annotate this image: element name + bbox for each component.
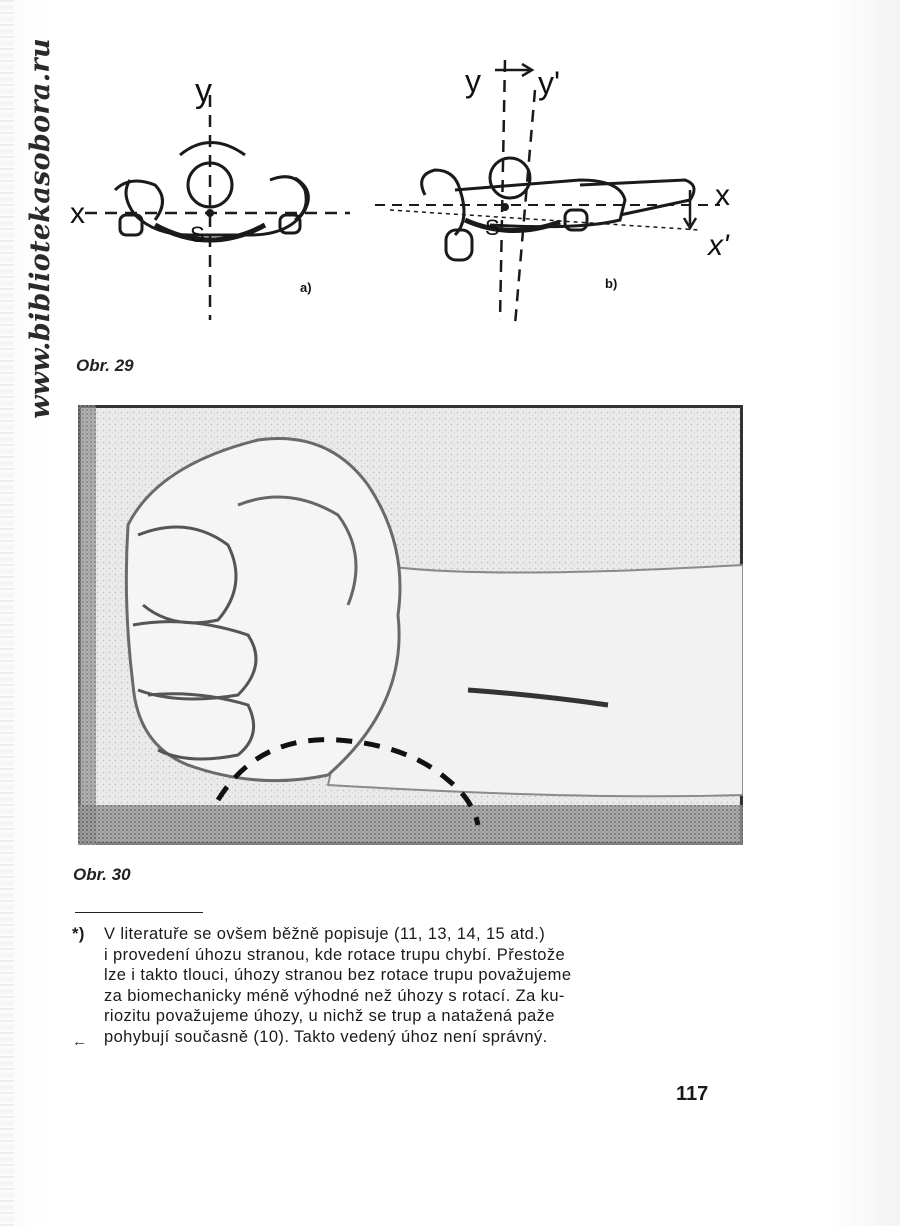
fig29b-s-label: S: [485, 215, 500, 240]
margin-arrow-mark: ←: [72, 1033, 87, 1050]
page-number: 117: [676, 1083, 709, 1105]
watermark: [18, 18, 62, 438]
footnote-line: lze i takto tlouci, úhozy stranou bez rotace trupu považujeme: [104, 966, 572, 984]
figure-30-caption: Obr. 30: [73, 865, 131, 884]
fig29a-y-label: y: [195, 72, 212, 110]
figure-29-diagram: [60, 30, 760, 350]
footnote-line: V literatuře se ovšem běžně popisuje (11, 13, 14, 15 atd.): [104, 925, 546, 943]
fig29a-s-label: S: [190, 222, 205, 247]
footnote-marker: *): [72, 925, 85, 943]
fig29a-x-label: x: [70, 197, 85, 230]
fig29b-y-prime-label: y': [538, 65, 561, 101]
fig29b-x-prime-label: x': [708, 229, 729, 262]
fig29a-panel-label: a): [300, 280, 312, 295]
footnote-line: riozitu považujeme úhozy, u nichž se trup a natažená paže: [104, 1007, 555, 1025]
fig29b-y-label: y: [465, 63, 481, 99]
figure-29-caption: Obr. 29: [76, 356, 134, 375]
fig29b-x-label: x: [715, 179, 730, 212]
fig29b-panel-label: b): [605, 276, 618, 291]
watermark-text: www.bibliotekasobora.ru: [24, 37, 56, 419]
footnote: [74, 924, 764, 1047]
page-binding-edge: [0, 0, 14, 1226]
footnote-line: za biomechanicky méně výhodné než úhozy s rotací. Za ku-: [104, 986, 565, 1005]
footnote-line: i provedení úhozu stranou, kde rotace trupu chybí. Přestože: [104, 945, 566, 964]
footnote-line: pohybují současně (10). Takto vedený úhoz není správný.: [104, 1027, 548, 1046]
figure-30-photo: [78, 405, 743, 845]
footnote-separator: [75, 912, 203, 913]
